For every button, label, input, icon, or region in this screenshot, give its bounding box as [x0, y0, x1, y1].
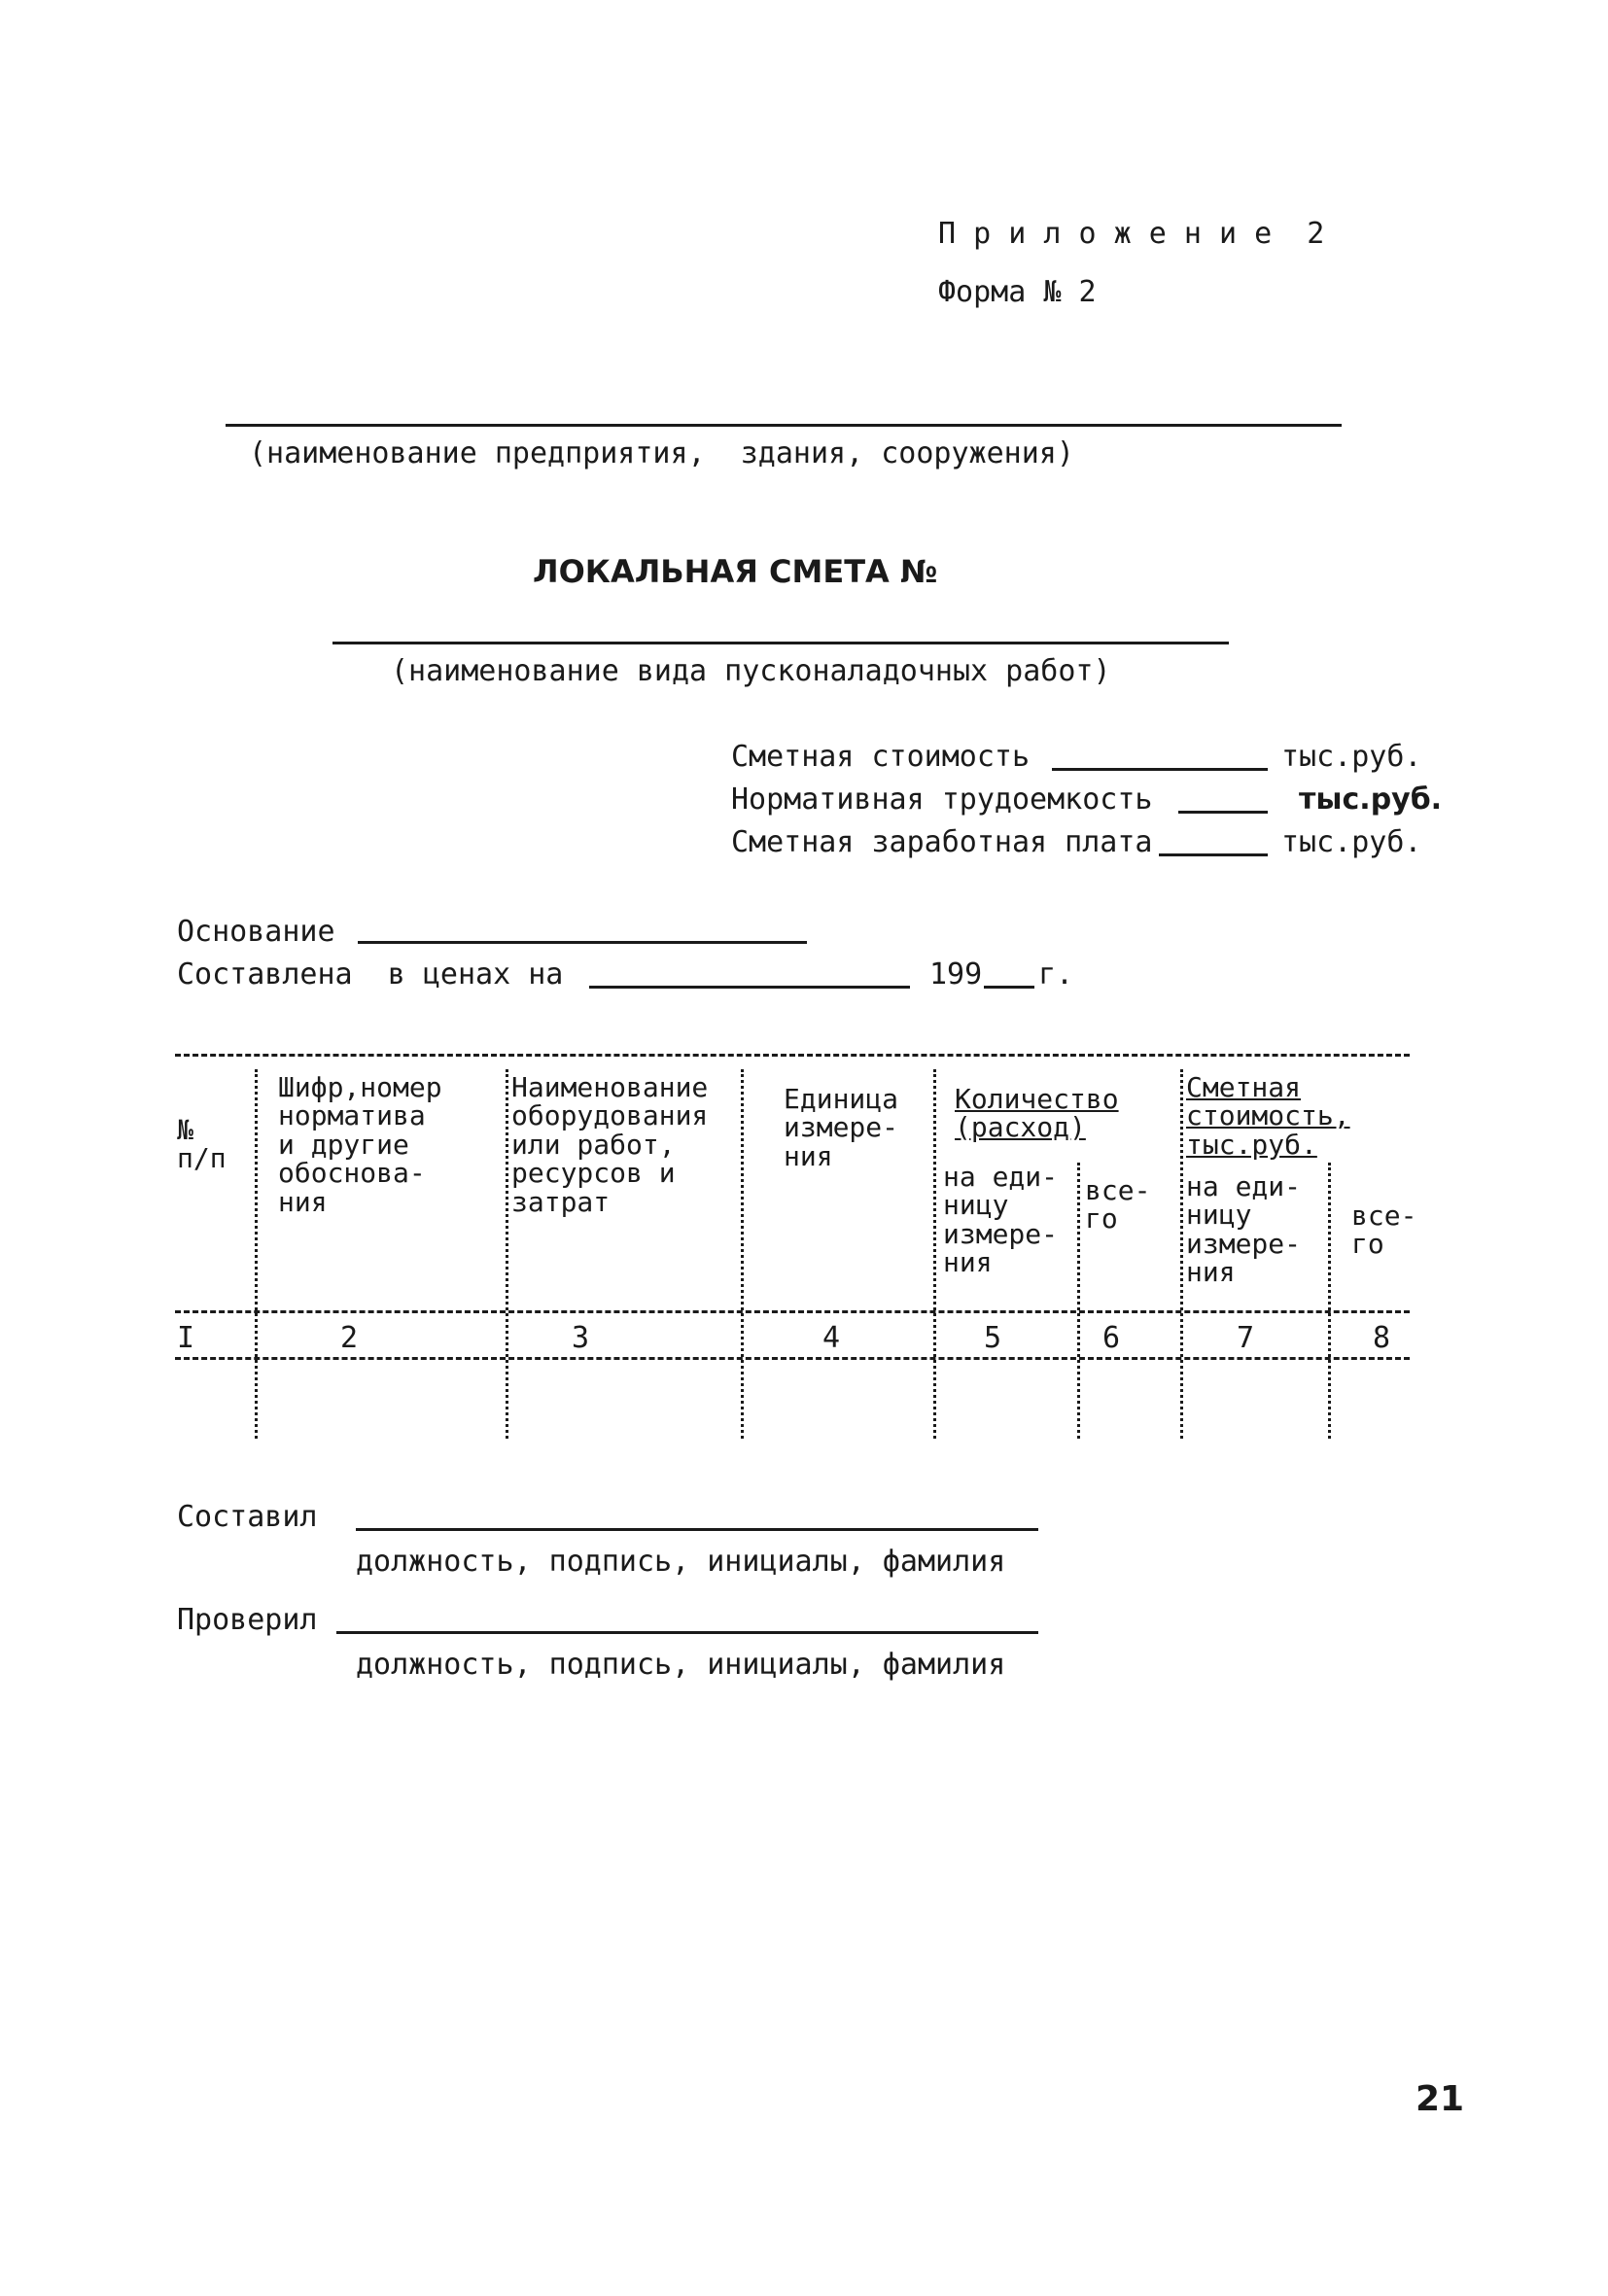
header-name: Наименование оборудования или работ, ресурсов и затрат — [511, 1071, 709, 1218]
enterprise-name-line — [226, 424, 1342, 427]
checked-by-caption: должность, подпись, инициалы, фамилия — [356, 1648, 1006, 1682]
summary-unit-cost: тыс.руб. — [1281, 740, 1422, 774]
colnum-8: 8 — [1373, 1321, 1391, 1355]
page-number: 21 — [1416, 2079, 1465, 2119]
col-separator — [1180, 1069, 1183, 1439]
col-separator — [933, 1069, 936, 1439]
summary-unit-labor: тыс.руб. — [1299, 783, 1443, 817]
basis-field — [358, 941, 807, 944]
year-prefix: 199 — [929, 957, 983, 991]
compiled-by-label: Составил — [177, 1500, 318, 1534]
basis-label: Основание — [177, 915, 335, 949]
summary-unit-wages: тыс.руб. — [1281, 825, 1422, 859]
colnum-3: 3 — [572, 1321, 590, 1355]
work-type-line — [332, 642, 1229, 644]
checked-by-field — [336, 1631, 1038, 1634]
work-type-caption: (наименование вида пусконаладочных работ) — [391, 654, 1111, 688]
summary-field-labor — [1178, 811, 1268, 814]
header-quantity: Количество (расход) — [955, 1083, 1119, 1144]
col-separator — [1077, 1163, 1080, 1439]
form-label: Форма № 2 — [938, 275, 1097, 309]
enterprise-caption: (наименование предприятия, здания, сооружения) — [249, 436, 1074, 470]
header-unit: Единица измере- ния — [784, 1083, 899, 1172]
appendix-label: П р и л о ж е н и е 2 — [938, 217, 1325, 251]
compiled-by-caption: должность, подпись, инициалы, фамилия — [356, 1545, 1006, 1579]
header-quantity-total: все- го — [1085, 1174, 1151, 1235]
colnum-6: 6 — [1102, 1321, 1121, 1355]
colnum-bottom-rule — [175, 1357, 1410, 1360]
colnum-5: 5 — [984, 1321, 1002, 1355]
colnum-4: 4 — [822, 1321, 841, 1355]
year-field — [984, 986, 1034, 989]
colnum-7: 7 — [1237, 1321, 1255, 1355]
header-cost-total: все- го — [1351, 1200, 1417, 1261]
summary-label-labor: Нормативная трудоемкость — [731, 783, 1153, 817]
compiled-by-field — [356, 1528, 1038, 1531]
summary-field-wages — [1159, 853, 1268, 856]
col-separator — [506, 1069, 508, 1439]
header-quantity-per-unit: на еди- ницу измере- ния — [943, 1161, 1059, 1279]
summary-label-wages: Сметная заработная плата — [731, 825, 1153, 859]
header-cost-per-unit: на еди- ницу измере- ния — [1186, 1170, 1302, 1289]
page-title: ЛОКАЛЬНАЯ СМЕТА № — [533, 553, 938, 590]
colnum-1: I — [177, 1321, 195, 1355]
header-bottom-rule — [175, 1310, 1410, 1313]
year-suffix: г. — [1038, 957, 1074, 991]
prices-label: Составлена в ценах на — [177, 957, 564, 991]
summary-label-cost: Сметная стоимость — [731, 740, 1031, 774]
header-number: № п/п — [177, 1114, 227, 1175]
col-separator — [741, 1069, 744, 1439]
header-code: Шифр,номер норматива и другие обоснова- ния — [278, 1071, 442, 1218]
prices-date-field — [589, 986, 910, 989]
colnum-2: 2 — [340, 1321, 359, 1355]
header-cost: Сметная стоимость, тыс.руб. — [1186, 1071, 1350, 1161]
col-separator — [255, 1069, 258, 1439]
checked-by-label: Проверил — [177, 1603, 318, 1637]
table-top-rule — [175, 1054, 1410, 1057]
col-separator — [1328, 1163, 1331, 1439]
summary-field-cost — [1052, 768, 1268, 771]
